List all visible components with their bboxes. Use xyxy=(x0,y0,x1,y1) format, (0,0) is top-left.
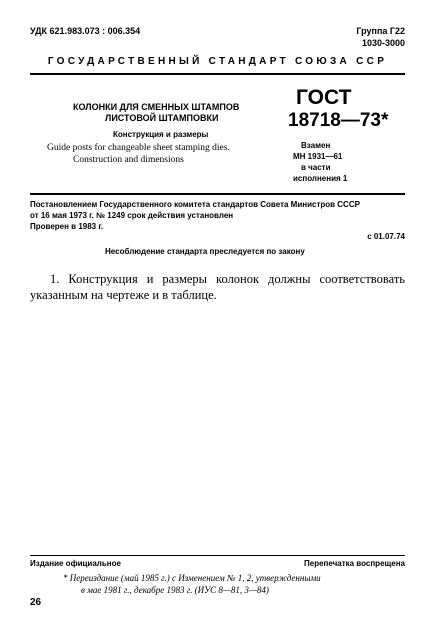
replace-note-line1: в части xyxy=(301,163,331,172)
reprint-prohibited: Перепечатка воспрещена xyxy=(304,559,405,568)
title-en-line1: Guide posts for changeable sheet stamping dies. xyxy=(47,143,230,153)
title-ru-subtitle: Конструкция и размеры xyxy=(113,130,209,139)
official-edition: Издание официальное xyxy=(30,559,121,568)
checked-year: Проверен в 1983 г. xyxy=(30,222,104,231)
replace-note-line2: исполнения 1 xyxy=(293,174,348,183)
page-number: 26 xyxy=(30,597,42,608)
title-en-line2: Construction and dimensions xyxy=(73,155,184,165)
group-label: Группа Г22 xyxy=(356,26,405,36)
footer-rule xyxy=(30,555,405,556)
gost-number: 18718—73* xyxy=(288,110,389,131)
gost-label: ГОСТ xyxy=(296,86,352,109)
header-rule xyxy=(30,73,405,75)
decree-line2: от 16 мая 1973 г. № 1249 срок действия установлен xyxy=(30,211,234,220)
replaced-document: МН 1931—61 xyxy=(293,152,343,161)
state-standard-banner: ГОСУДАРСТВЕННЫЙ СТАНДАРТ СОЮЗА ССР xyxy=(47,56,388,67)
footnote-line1: * Переиздание (май 1985 г.) с Изменением № 1, 2, утвержденными xyxy=(63,573,321,583)
clause-1-line1: 1. Конструкция и размеры колонок должны соответствовать xyxy=(50,272,405,286)
title-rule xyxy=(30,193,405,195)
replaces-label: Взамен xyxy=(301,141,331,150)
decree-line1: Постановлением Государственного комитета стандартов Совета Министров СССР xyxy=(30,200,360,209)
clause-1-line2: указанным на чертеже и в таблице. xyxy=(30,288,217,302)
footnote-line2: в мае 1981 г., декабре 1983 г. (ИУС 8—81, 3—84) xyxy=(81,585,269,595)
udk-code: УДК 621.983.073 : 006.354 xyxy=(30,26,141,36)
title-ru-line2: ЛИСТОВОЙ ШТАМПОВКИ xyxy=(105,113,219,123)
law-warning: Несоблюдение стандарта преследуется по закону xyxy=(105,247,305,256)
title-ru-line1: КОЛОНКИ ДЛЯ СМЕННЫХ ШТАМПОВ xyxy=(73,102,240,112)
classification-code: 1030-3000 xyxy=(361,38,405,48)
effective-date: с 01.07.74 xyxy=(367,232,405,241)
